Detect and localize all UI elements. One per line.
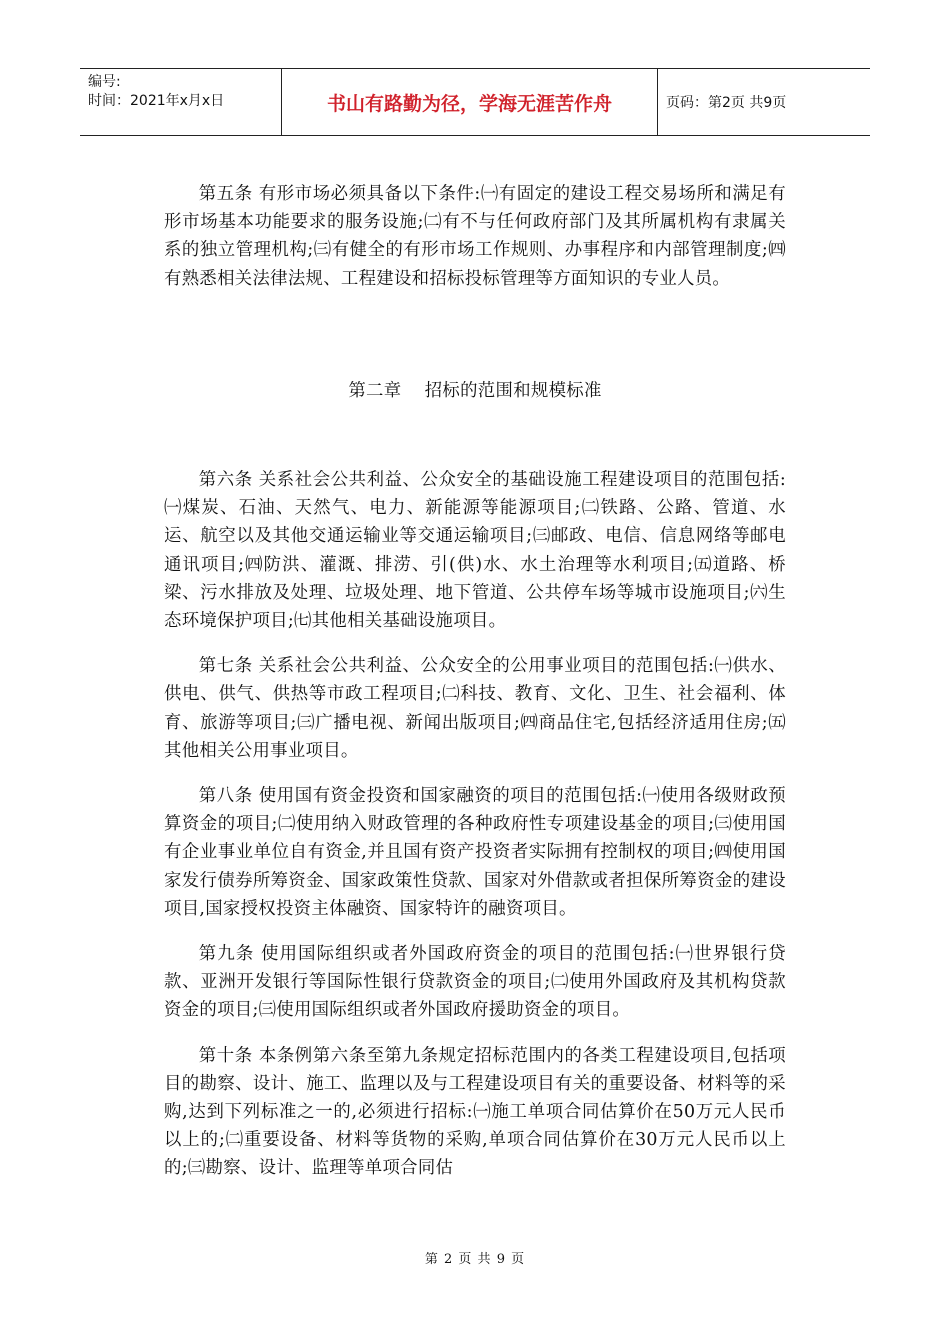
article-list bbox=[164, 466, 786, 1200]
chapter-number: 第二章 bbox=[348, 381, 402, 401]
header-page-number: 页码：第2页 共9页 bbox=[666, 95, 787, 111]
article-paragraph: 第五条 有形市场必须具备以下条件:㈠有固定的建设工程交易场所和满足有形市场基本功能要求的服务设施;㈡有不与任何政府部门及其所属机构有隶属关系的独立管理机构;㈢有健全的有形市场工作规则、办事程序和内部管理制度;㈣有熟悉相关法律法规、工程建设和招标投标管理等方面知识的专业人员。 bbox=[164, 184, 786, 289]
header-meta bbox=[80, 69, 282, 135]
article-paragraph: 第七条 关系社会公共利益、公众安全的公用事业项目的范围包括:㈠供水、供电、供气、供热等市政工程项目;㈡科技、教育、文化、卫生、社会福利、体育、旅游等项目;㈢广播电视、新闻出版项目;㈣商品住宅,包括经济适用住房;㈤其他相关公用事业项目。 bbox=[164, 656, 786, 761]
article-paragraph: 第六条 关系社会公共利益、公众安全的基础设施工程建设项目的范围包括:㈠煤炭、石油、天然气、电力、新能源等能源项目;㈡铁路、公路、管道、水运、航空以及其他交通运输业等交通运输项目;㈢邮政、电信、信息网络等邮电通讯项目;㈣防洪、灌溉、排涝、引(供)水、水土治理等水利项目;㈤道路、桥梁、污水排放及处理、垃圾处理、地下管道、公共停车场等城市设施项目;㈥生态环境保护项目;㈦其他相关基础设施项目。 bbox=[164, 470, 786, 632]
header-motto: 书山有路勤为径，学海无涯苦作舟 bbox=[282, 69, 658, 135]
article-paragraph: 第九条 使用国际组织或者外国政府资金的项目的范围包括:㈠世界银行贷款、亚洲开发银行等国际性银行贷款资金的项目;㈡使用外国政府及其机构贷款资金的项目;㈢使用国际组织或者外国政府援助资金的项目。 bbox=[164, 944, 786, 1021]
article-paragraph: 第十条 本条例第六条至第九条规定招标范围内的各类工程建设项目,包括项目的勘察、设计、施工、监理以及与工程建设项目有关的重要设备、材料等的采购,达到下列标准之一的,必须进行招标:㈠施工单项合同估算价在50万元人民币以上的;㈡重要设备、材料等货物的采购,单项合同估算价在30万元人民币以上的;㈢勘察、设计、监理等单项合同估 bbox=[164, 1045, 786, 1179]
article-paragraph: 第八条 使用国有资金投资和国家融资的项目的范围包括:㈠使用各级财政预算资金的项目;㈡使用纳入财政管理的各种政府性专项建设基金的项目;㈢使用国有企业事业单位自有资金,并且国有资产投资者实际拥有控制权的项目;㈣使用国家发行债券所筹资金、国家政策性贷款、国家对外借款或者担保所筹资金的建设项目,国家授权投资主体融资、国家特许的融资项目。 bbox=[164, 786, 786, 919]
document-date: 时间：2021年x月x日 bbox=[88, 93, 225, 109]
page-header bbox=[80, 68, 870, 136]
chapter-title: 招标的范围和规模标准 bbox=[424, 381, 602, 401]
chapter-heading bbox=[0, 376, 950, 401]
article-section bbox=[164, 180, 786, 310]
page-footer: 第 2 页 共 9 页 bbox=[424, 1252, 526, 1267]
document-number-label: 编号: bbox=[88, 74, 121, 90]
